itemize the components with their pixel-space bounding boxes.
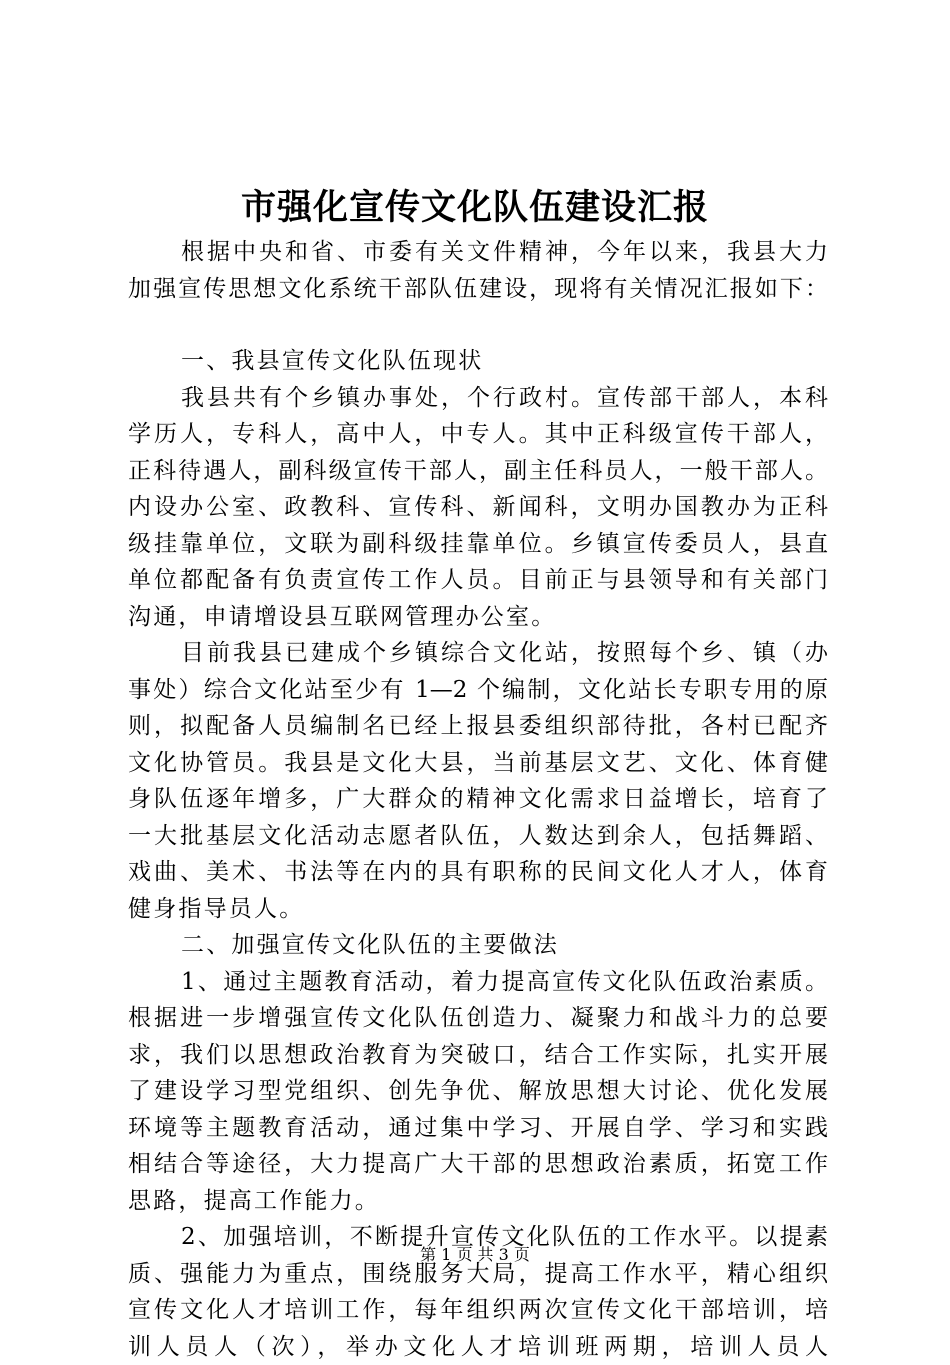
body-line: 2、加强培训，不断提升宣传文化队伍的工作水平。以提素 bbox=[128, 1219, 828, 1256]
body-line: 质、强能力为重点，围绕服务大局，提高工作水平，精心组织 bbox=[128, 1256, 828, 1293]
document-body bbox=[128, 234, 828, 1365]
body-line: 相结合等途径，大力提高广大干部的思想政治素质，拓宽工作 bbox=[128, 1146, 828, 1183]
paragraph-gap bbox=[128, 307, 828, 343]
body-line: 环境等主题教育活动，通过集中学习、开展自学、学习和实践 bbox=[128, 1110, 828, 1147]
body-line: 了建设学习型党组织、创先争优、解放思想大讨论、优化发展 bbox=[128, 1073, 828, 1110]
body-line: 内设办公室、政教科、宣传科、新闻科，文明办国教办为正科 bbox=[128, 489, 828, 526]
body-line: 文化协管员。我县是文化大县，当前基层文艺、文化、体育健 bbox=[128, 745, 828, 782]
body-line: 求，我们以思想政治教育为突破口，结合工作实际，扎实开展 bbox=[128, 1037, 828, 1074]
body-line: 宣传文化人才培训工作，每年组织两次宣传文化干部培训，培 bbox=[128, 1292, 828, 1329]
body-line: 正科待遇人，副科级宣传干部人，副主任科员人，一般干部人。 bbox=[128, 453, 828, 490]
body-line: 我县共有个乡镇办事处，个行政村。宣传部干部人，本科 bbox=[128, 380, 828, 417]
body-line: 根据中央和省、市委有关文件精神，今年以来，我县大力 bbox=[128, 234, 828, 271]
body-line: 一、我县宣传文化队伍现状 bbox=[128, 343, 828, 380]
body-line: 二、加强宣传文化队伍的主要做法 bbox=[128, 927, 828, 964]
body-line: 训人员人（次），举办文化人才培训班两期，培训人员人 bbox=[128, 1329, 828, 1365]
body-line: 目前我县已建成个乡镇综合文化站，按照每个乡、镇（办 bbox=[128, 635, 828, 672]
body-line: 单位都配备有负责宣传工作人员。目前正与县领导和有关部门 bbox=[128, 562, 828, 599]
body-line: 事处）综合文化站至少有 1—2 个编制，文化站长专职专用的原 bbox=[128, 672, 828, 709]
body-line: 则，拟配备人员编制名已经上报县委组织部待批，各村已配齐 bbox=[128, 708, 828, 745]
body-line: 一大批基层文化活动志愿者队伍，人数达到余人，包括舞蹈、 bbox=[128, 818, 828, 855]
body-line: 根据进一步增强宣传文化队伍创造力、凝聚力和战斗力的总要 bbox=[128, 1000, 828, 1037]
body-line: 加强宣传思想文化系统干部队伍建设，现将有关情况汇报如下： bbox=[128, 271, 828, 308]
page-footer: 第 1 页 共 3 页 bbox=[0, 1244, 950, 1266]
body-line: 戏曲、美术、书法等在内的具有职称的民间文化人才人，体育 bbox=[128, 854, 828, 891]
body-line: 健身指导员人。 bbox=[128, 891, 828, 928]
body-line: 1、通过主题教育活动，着力提高宣传文化队伍政治素质。 bbox=[128, 964, 828, 1001]
body-line: 身队伍逐年增多，广大群众的精神文化需求日益增长，培育了 bbox=[128, 781, 828, 818]
body-line: 学历人，专科人，高中人，中专人。其中正科级宣传干部人， bbox=[128, 416, 828, 453]
body-line: 思路，提高工作能力。 bbox=[128, 1183, 828, 1220]
body-line: 沟通，申请增设县互联网管理办公室。 bbox=[128, 599, 828, 636]
document-title: 市强化宣传文化队伍建设汇报 bbox=[0, 184, 950, 232]
body-line: 级挂靠单位，文联为副科级挂靠单位。乡镇宣传委员人，县直 bbox=[128, 526, 828, 563]
